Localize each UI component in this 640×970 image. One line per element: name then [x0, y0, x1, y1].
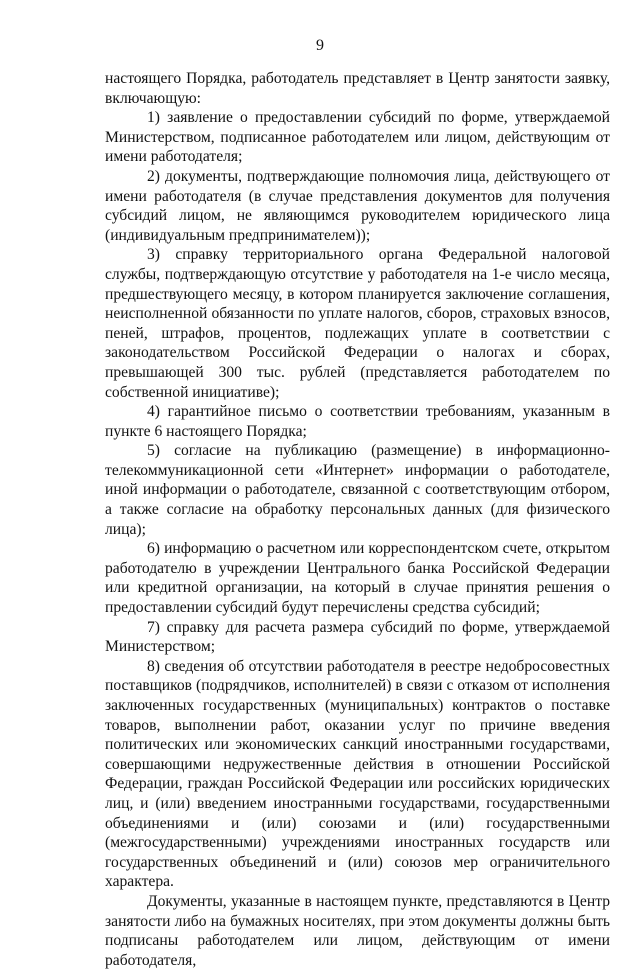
list-item-calculation-certificate: 7) справку для расчета размера субсидий по форме, утверждаемой Министерством;	[105, 618, 610, 656]
list-item-guarantee-letter: 4) гарантийное письмо о соответствии требованиям, указанным в пункте 6 настоящего Порядка;	[105, 403, 610, 440]
paragraph-documents-submission: Документы, указанные в настоящем пункте, представляются в Центр занятости либо на бумажных носителях, при этом документы должны быть подписаны работодателем или лицом, действующим от имени работодателя,	[105, 892, 610, 969]
list-item-publication-consent: 5) согласие на публикацию (размещение) в информационно-телекоммуникационной сети «Интернет» информации о работодателе, иной информации о работодателе, связанной с соответствующим отбором, а также согласие на обработку персональных данных (для физического лица);	[105, 442, 610, 538]
list-item-authority-documents: 2) документы, подтверждающие полномочия лица, действующего от имени работодателя (в случае представления документов для получения субсидий лицом, не являющимся руководителем юридического лица (индивидуальным предпринимателем));	[105, 167, 610, 244]
paragraph-continuation: настоящего Порядка, работодатель представляет в Центр занятости заявку, включающую:	[105, 70, 610, 107]
list-item-registry-info: 8) сведения об отсутствии работодателя в реестре недобросовестных поставщиков (подрядчиков, исполнителей) в связи с отказом от исполнения заключенных государственных (муниципальных) контрактов о поставке товаров, выполнении работ, оказании услуг по причине введения политических или экономических санкций иностранными государствами, совершающими недружественные действия в отношении Российской Федерации, граждан Российской Федерации или российских юридических лиц, и (или) введением иностранными государствами, государственными объединениями и (или) союзами и (или) государственными (межгосударственными) учреждениями иностранных государств или государственных объединений и (или) союзов мер ограничительного характера.	[105, 657, 610, 891]
list-item-application: 1) заявление о предоставлении субсидий по форме, утверждаемой Министерством, подписанное работодателем или лицом, действующим от имени работодателя;	[105, 109, 610, 166]
list-item-tax-certificate: 3) справку территориального органа Федеральной налоговой службы, подтверждающую отсутствие у работодателя на 1-е число месяца, предшествующего месяцу, в котором планируется заключение соглашения, неисполненной обязанности по уплате налогов, сборов, страховых взносов, пеней, штрафов, процентов, подлежащих уплате в соответствии с законодательством Российской Федерации о налогах и сборах, превышающей 300 тыс. рублей (представляется работодателем по собственной инициативе);	[105, 246, 610, 401]
page-number: 9	[316, 37, 324, 54]
document-body	[105, 69, 610, 970]
list-item-bank-account: 6) информацию о расчетном или корреспондентском счете, открытом работодателю в учреждении Центрального банка Российской Федерации или кредитной организации, на который в случае принятия решения о предоставлении субсидий будут перечислены средства субсидий;	[105, 540, 610, 617]
